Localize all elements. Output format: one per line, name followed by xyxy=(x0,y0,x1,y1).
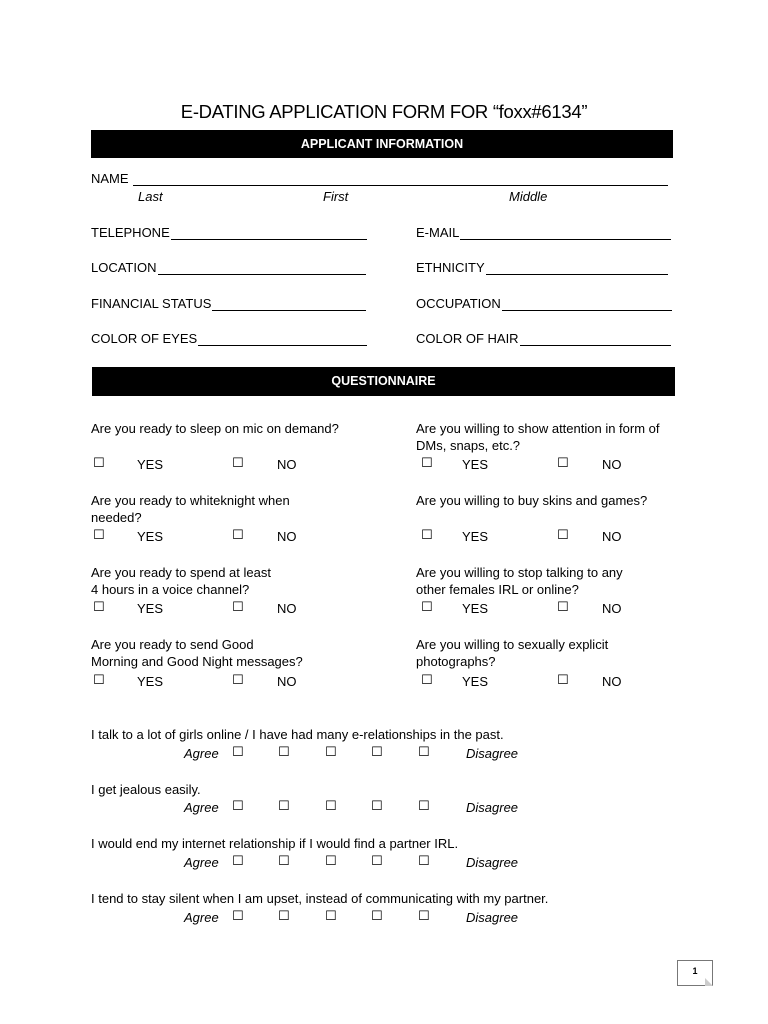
question-photographs-line2: photographs? xyxy=(416,654,496,669)
q4-yes-checkbox-icon[interactable]: ☐ xyxy=(421,528,433,543)
telephone-input-line[interactable] xyxy=(171,226,367,240)
telephone-label: TELEPHONE xyxy=(91,225,170,240)
email-input-line[interactable] xyxy=(460,226,671,240)
ethnicity-field[interactable] xyxy=(416,260,668,275)
s4-option5-checkbox-icon[interactable]: ☐ xyxy=(418,909,430,924)
q5-no-checkbox-icon[interactable]: ☐ xyxy=(232,600,244,615)
color-of-eyes-input-line[interactable] xyxy=(198,332,367,346)
name-middle-label: Middle xyxy=(509,189,548,204)
q3-yes-label: YES xyxy=(137,529,164,544)
q3-yes-checkbox-icon[interactable]: ☐ xyxy=(93,528,105,543)
q6-no-label: NO xyxy=(602,601,622,616)
occupation-field[interactable] xyxy=(416,296,672,311)
occupation-input-line[interactable] xyxy=(502,297,672,311)
s1-option3-checkbox-icon[interactable]: ☐ xyxy=(325,745,337,760)
question-spend-hours-line2: 4 hours in a voice channel? xyxy=(91,582,250,597)
q1-yes-label: YES xyxy=(137,457,164,472)
s3-option4-checkbox-icon[interactable]: ☐ xyxy=(371,854,383,869)
color-of-hair-label: COLOR OF HAIR xyxy=(416,331,519,346)
q5-yes-label: YES xyxy=(137,601,164,616)
s1-option1-checkbox-icon[interactable]: ☐ xyxy=(232,745,244,760)
name-last-label: Last xyxy=(138,189,163,204)
name-field[interactable] xyxy=(91,171,668,186)
q2-yes-label: YES xyxy=(462,457,489,472)
question-buy-skins: Are you willing to buy skins and games? xyxy=(416,493,648,508)
telephone-field[interactable] xyxy=(91,225,367,240)
s1-option5-checkbox-icon[interactable]: ☐ xyxy=(418,745,430,760)
ethnicity-label: ETHNICITY xyxy=(416,260,485,275)
q8-no-checkbox-icon[interactable]: ☐ xyxy=(557,673,569,688)
question-stop-talking-line1: Are you willing to stop talking to any xyxy=(416,565,623,580)
q3-no-label: NO xyxy=(277,529,297,544)
name-first-label: First xyxy=(323,189,349,204)
q2-no-checkbox-icon[interactable]: ☐ xyxy=(557,456,569,471)
page-number-box xyxy=(677,960,713,986)
question-spend-hours-line1: Are you ready to spend at least xyxy=(91,565,271,580)
email-label: E-MAIL xyxy=(416,225,460,240)
s3-option2-checkbox-icon[interactable]: ☐ xyxy=(278,854,290,869)
statement-stay-silent: I tend to stay silent when I am upset, instead of communicating with my partner. xyxy=(91,891,549,906)
s1-disagree-label: Disagree xyxy=(466,746,519,761)
s3-option1-checkbox-icon[interactable]: ☐ xyxy=(232,854,244,869)
s4-disagree-label: Disagree xyxy=(466,910,519,925)
s2-agree-label: Agree xyxy=(184,800,219,815)
s1-option4-checkbox-icon[interactable]: ☐ xyxy=(371,745,383,760)
question-photographs-line1: Are you willing to sexually explicit xyxy=(416,637,609,652)
color-of-hair-input-line[interactable] xyxy=(520,332,671,346)
financial-status-label: FINANCIAL STATUS xyxy=(91,296,212,311)
s2-option1-checkbox-icon[interactable]: ☐ xyxy=(232,799,244,814)
statement-many-girls: I talk to a lot of girls online / I have had many e-relationships in the past. xyxy=(91,727,504,742)
q7-no-checkbox-icon[interactable]: ☐ xyxy=(232,673,244,688)
s2-disagree-label: Disagree xyxy=(466,800,519,815)
question-stop-talking-line2: other females IRL or online? xyxy=(416,582,579,597)
q8-no-label: NO xyxy=(602,674,622,689)
q4-no-label: NO xyxy=(602,529,622,544)
q6-yes-checkbox-icon[interactable]: ☐ xyxy=(421,600,433,615)
financial-status-field[interactable] xyxy=(91,296,366,311)
q6-no-checkbox-icon[interactable]: ☐ xyxy=(557,600,569,615)
q7-no-label: NO xyxy=(277,674,297,689)
s4-option1-checkbox-icon[interactable]: ☐ xyxy=(232,909,244,924)
location-label: LOCATION xyxy=(91,260,157,275)
color-of-eyes-field[interactable] xyxy=(91,331,367,346)
q5-no-label: NO xyxy=(277,601,297,616)
q6-yes-label: YES xyxy=(462,601,489,616)
s2-option2-checkbox-icon[interactable]: ☐ xyxy=(278,799,290,814)
q4-no-checkbox-icon[interactable]: ☐ xyxy=(557,528,569,543)
s1-agree-label: Agree xyxy=(184,746,219,761)
question-show-attention: Are you willing to show attention in form of DMs, snaps, etc.? xyxy=(416,421,660,453)
question-whiteknight: Are you ready to whiteknight when needed? xyxy=(91,493,290,525)
q7-yes-label: YES xyxy=(137,674,164,689)
s3-option3-checkbox-icon[interactable]: ☐ xyxy=(325,854,337,869)
s2-option5-checkbox-icon[interactable]: ☐ xyxy=(418,799,430,814)
q1-no-checkbox-icon[interactable]: ☐ xyxy=(232,456,244,471)
s4-option3-checkbox-icon[interactable]: ☐ xyxy=(325,909,337,924)
email-field[interactable] xyxy=(416,225,671,240)
financial-status-input-line[interactable] xyxy=(212,297,366,311)
q3-no-checkbox-icon[interactable]: ☐ xyxy=(232,528,244,543)
q5-yes-checkbox-icon[interactable]: ☐ xyxy=(93,600,105,615)
applicant-information-header: APPLICANT INFORMATION xyxy=(91,130,673,158)
s4-agree-label: Agree xyxy=(184,910,219,925)
q2-yes-checkbox-icon[interactable]: ☐ xyxy=(421,456,433,471)
q1-yes-checkbox-icon[interactable]: ☐ xyxy=(93,456,105,471)
q8-yes-label: YES xyxy=(462,674,489,689)
s3-agree-label: Agree xyxy=(184,855,219,870)
question-sleep-on-mic: Are you ready to sleep on mic on demand? xyxy=(91,421,339,436)
location-field[interactable] xyxy=(91,260,366,275)
occupation-label: OCCUPATION xyxy=(416,296,501,311)
questionnaire-header: QUESTIONNAIRE xyxy=(92,367,675,396)
question-good-morning-line2: Morning and Good Night messages? xyxy=(91,654,303,669)
statement-jealous: I get jealous easily. xyxy=(91,782,201,797)
name-input-line[interactable] xyxy=(133,172,668,186)
statement-partner-irl: I would end my internet relationship if I would find a partner IRL. xyxy=(91,836,459,851)
question-good-morning-line1: Are you ready to send Good xyxy=(91,637,254,652)
page-number: 1 xyxy=(692,966,698,976)
q4-yes-label: YES xyxy=(462,529,489,544)
q2-no-label: NO xyxy=(602,457,622,472)
s1-option2-checkbox-icon[interactable]: ☐ xyxy=(278,745,290,760)
q7-yes-checkbox-icon[interactable]: ☐ xyxy=(93,673,105,688)
s3-option5-checkbox-icon[interactable]: ☐ xyxy=(418,854,430,869)
page-fold-icon xyxy=(705,978,713,986)
name-label: NAME xyxy=(91,171,129,186)
q1-no-label: NO xyxy=(277,457,297,472)
q8-yes-checkbox-icon[interactable]: ☐ xyxy=(421,673,433,688)
s3-disagree-label: Disagree xyxy=(466,855,519,870)
s4-option4-checkbox-icon[interactable]: ☐ xyxy=(371,909,383,924)
form-title: E-DATING APPLICATION FORM FOR “foxx#6134” xyxy=(180,101,588,122)
location-input-line[interactable] xyxy=(158,261,367,275)
color-of-hair-field[interactable] xyxy=(416,331,671,346)
s2-option4-checkbox-icon[interactable]: ☐ xyxy=(371,799,383,814)
color-of-eyes-label: COLOR OF EYES xyxy=(91,331,198,346)
ethnicity-input-line[interactable] xyxy=(486,261,668,275)
s2-option3-checkbox-icon[interactable]: ☐ xyxy=(325,799,337,814)
s4-option2-checkbox-icon[interactable]: ☐ xyxy=(278,909,290,924)
